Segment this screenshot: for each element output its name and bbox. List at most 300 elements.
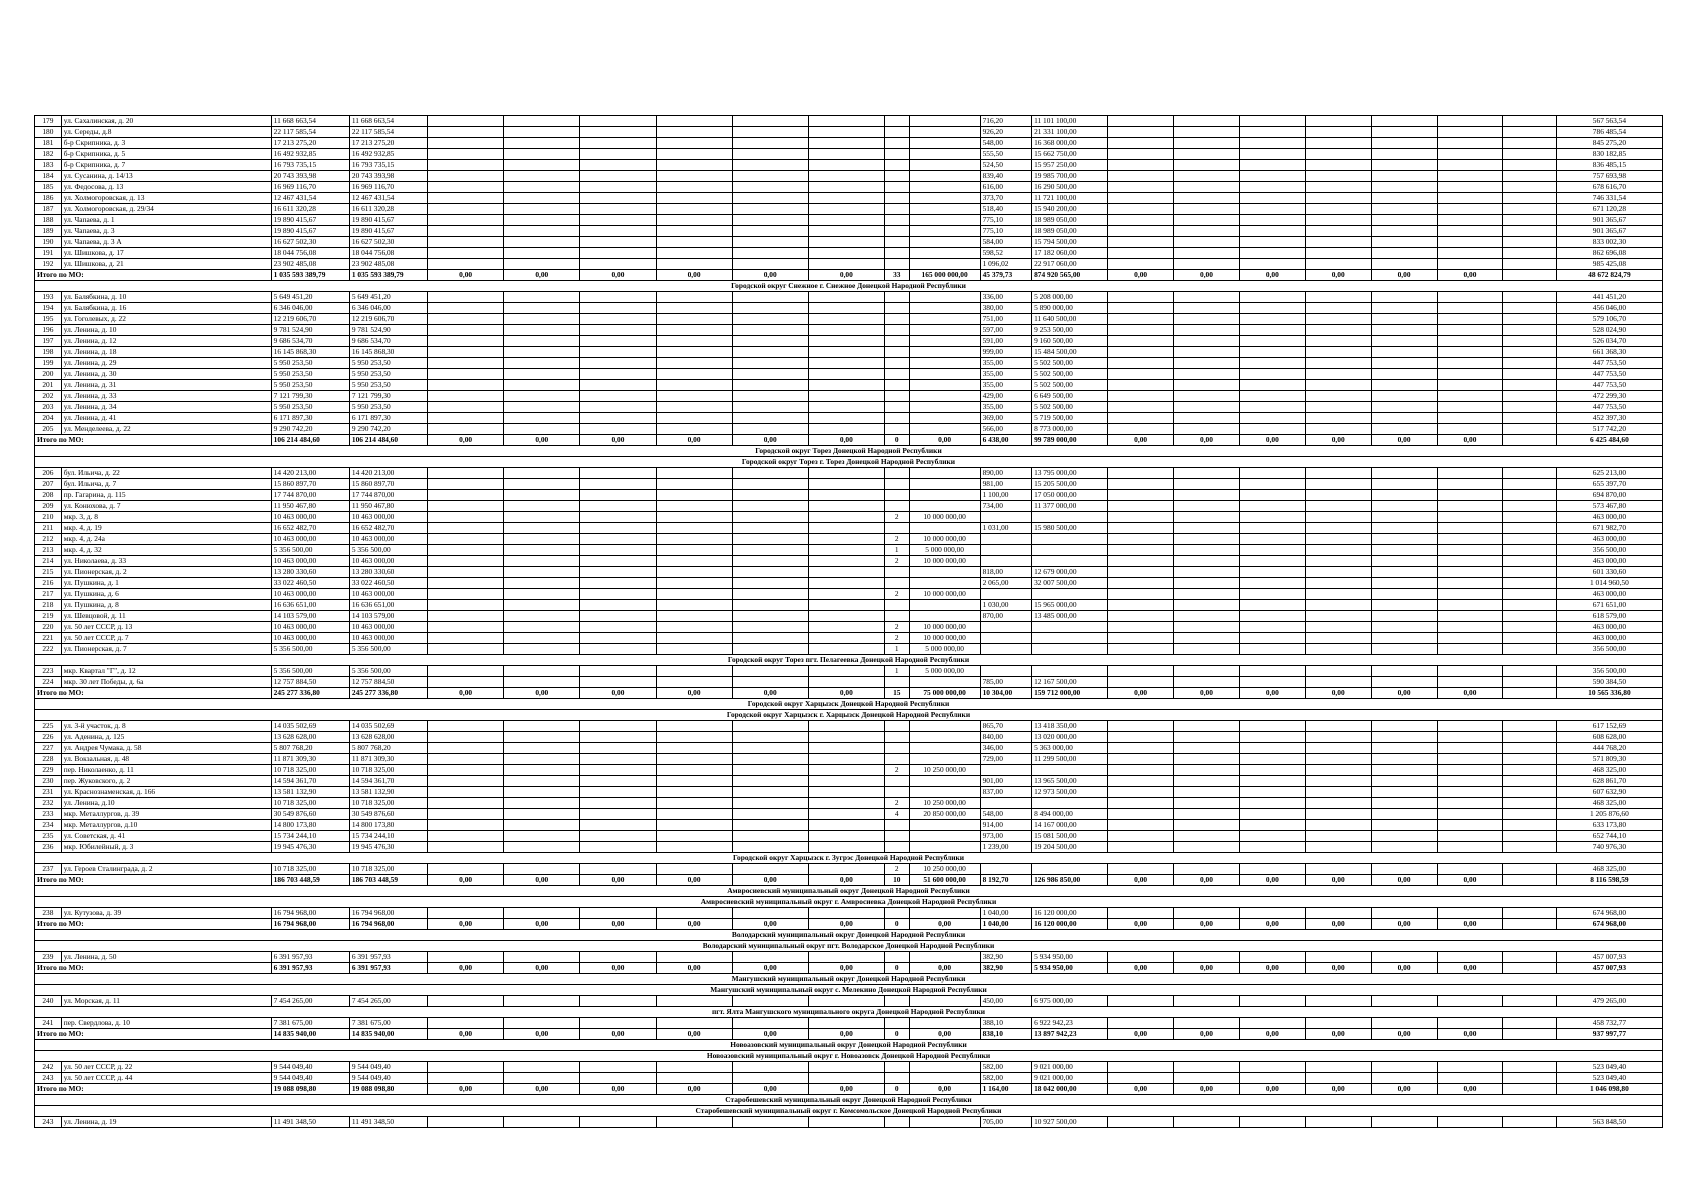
empty-cell	[1305, 314, 1371, 325]
empty-cell	[1108, 380, 1174, 391]
empty-cell	[504, 996, 580, 1007]
empty-cell	[1503, 127, 1557, 138]
empty-cell	[1239, 831, 1305, 842]
empty-cell	[1503, 809, 1557, 820]
qty-cell	[884, 1062, 909, 1073]
cost-cell: 7 454 265,00	[271, 996, 349, 1007]
empty-cell	[656, 611, 732, 622]
rest-cell: 674 968,00	[1556, 908, 1662, 919]
fund-cell: 22 117 585,54	[349, 127, 427, 138]
fund-cell: 10 463 000,00	[349, 556, 427, 567]
empty-cell	[1305, 303, 1371, 314]
empty-cell	[580, 138, 656, 149]
empty-cell	[1503, 919, 1557, 930]
empty-cell	[1239, 303, 1305, 314]
empty-cell	[1239, 314, 1305, 325]
empty-cell	[1437, 226, 1503, 237]
cost-cell: 19 890 415,67	[271, 215, 349, 226]
fund-cell: 6 391 957,93	[349, 952, 427, 963]
total-cost-cell: 186 703 448,59	[271, 875, 349, 886]
empty-cell	[1371, 204, 1437, 215]
empty-cell	[1503, 798, 1557, 809]
empty-cell	[732, 776, 808, 787]
empty-cell	[428, 380, 504, 391]
row-number: 203	[35, 402, 62, 413]
total-zero-cell: 0,00	[1239, 435, 1305, 446]
area-cell: 1 030,00	[980, 600, 1031, 611]
address-cell: мкр. Квартал "Г", д. 12	[61, 666, 271, 677]
total-rest-cell: 10 565 336,80	[1556, 688, 1662, 699]
empty-cell	[428, 666, 504, 677]
total-cost-cell: 14 835 940,00	[271, 1029, 349, 1040]
section-header-row	[35, 1051, 1663, 1062]
section-header-row	[35, 1106, 1663, 1117]
empty-cell	[428, 424, 504, 435]
row-number: 188	[35, 215, 62, 226]
empty-cell	[1239, 248, 1305, 259]
empty-cell	[1437, 204, 1503, 215]
roof-cost-cell: 13 795 000,00	[1032, 468, 1108, 479]
empty-cell	[1108, 600, 1174, 611]
empty-cell	[1239, 666, 1305, 677]
empty-cell	[1371, 578, 1437, 589]
empty-cell	[504, 204, 580, 215]
total-zero-cell: 0,00	[1239, 963, 1305, 974]
rest-cell: 444 768,20	[1556, 743, 1662, 754]
rest-cell: 661 368,30	[1556, 347, 1662, 358]
empty-cell	[1174, 677, 1240, 688]
empty-cell	[1437, 116, 1503, 127]
table-row	[35, 402, 1663, 413]
total-zero-cell: 0,00	[428, 1084, 504, 1095]
address-cell: ул. Балябкина, д. 16	[61, 303, 271, 314]
empty-cell	[1371, 413, 1437, 424]
empty-cell	[1371, 347, 1437, 358]
empty-cell	[1305, 996, 1371, 1007]
total-roof-cost-cell: 99 789 000,00	[1032, 435, 1108, 446]
address-cell: ул. Ленина, д. 29	[61, 358, 271, 369]
area-cell	[980, 589, 1031, 600]
qty-cell	[884, 303, 909, 314]
area-cell: 582,00	[980, 1073, 1031, 1084]
row-number: 220	[35, 622, 62, 633]
empty-cell	[808, 578, 884, 589]
empty-cell	[1371, 677, 1437, 688]
row-number: 236	[35, 842, 62, 853]
address-cell: ул. Балябкина, д. 10	[61, 292, 271, 303]
total-label: Итого по МО:	[35, 1084, 272, 1095]
fund-cell: 9 686 534,70	[349, 336, 427, 347]
table-body	[35, 116, 1663, 1128]
empty-cell	[428, 149, 504, 160]
sum-cell: 10 000 000,00	[909, 556, 980, 567]
empty-cell	[580, 908, 656, 919]
empty-cell	[1503, 578, 1557, 589]
roof-cost-cell: 17 182 060,00	[1032, 248, 1108, 259]
empty-cell	[808, 611, 884, 622]
empty-cell	[1174, 380, 1240, 391]
table-row	[35, 644, 1663, 655]
empty-cell	[1503, 270, 1557, 281]
empty-cell	[1108, 611, 1174, 622]
section-header-row	[35, 1007, 1663, 1018]
address-cell: мкр. 3, д. 8	[61, 512, 271, 523]
empty-cell	[1108, 468, 1174, 479]
sum-cell	[909, 776, 980, 787]
total-zero-cell: 0,00	[1108, 875, 1174, 886]
empty-cell	[1371, 545, 1437, 556]
area-cell: 775,10	[980, 215, 1031, 226]
row-number: 222	[35, 644, 62, 655]
qty-cell	[884, 820, 909, 831]
empty-cell	[732, 204, 808, 215]
empty-cell	[1239, 996, 1305, 1007]
area-cell	[980, 545, 1031, 556]
empty-cell	[1305, 831, 1371, 842]
row-number: 212	[35, 534, 62, 545]
empty-cell	[580, 501, 656, 512]
empty-cell	[1437, 754, 1503, 765]
empty-cell	[732, 611, 808, 622]
area-cell	[980, 512, 1031, 523]
area-cell: 388,10	[980, 1018, 1031, 1029]
qty-cell	[884, 380, 909, 391]
roof-cost-cell: 17 050 000,00	[1032, 490, 1108, 501]
row-number: 237	[35, 864, 62, 875]
empty-cell	[732, 666, 808, 677]
empty-cell	[580, 468, 656, 479]
sum-cell: 10 000 000,00	[909, 622, 980, 633]
row-number: 239	[35, 952, 62, 963]
empty-cell	[1371, 501, 1437, 512]
empty-cell	[808, 622, 884, 633]
empty-cell	[428, 952, 504, 963]
empty-cell	[1174, 842, 1240, 853]
total-fund-cell: 245 277 336,80	[349, 688, 427, 699]
total-label: Итого по МО:	[35, 919, 272, 930]
empty-cell	[656, 501, 732, 512]
rest-cell: 479 265,00	[1556, 996, 1662, 1007]
section-header-row	[35, 1040, 1663, 1051]
fund-cell: 9 290 742,20	[349, 424, 427, 435]
total-zero-cell: 0,00	[1437, 919, 1503, 930]
area-cell	[980, 622, 1031, 633]
empty-cell	[580, 545, 656, 556]
empty-cell	[1174, 666, 1240, 677]
cost-cell: 5 950 253,50	[271, 402, 349, 413]
fund-cell: 12 757 884,50	[349, 677, 427, 688]
empty-cell	[732, 490, 808, 501]
empty-cell	[1174, 754, 1240, 765]
empty-cell	[580, 787, 656, 798]
rest-cell: 463 000,00	[1556, 633, 1662, 644]
total-zero-cell: 0,00	[1305, 919, 1371, 930]
roof-cost-cell: 11 377 000,00	[1032, 501, 1108, 512]
empty-cell	[504, 776, 580, 787]
empty-cell	[1503, 292, 1557, 303]
total-zero-cell: 0,00	[1108, 919, 1174, 930]
empty-cell	[580, 732, 656, 743]
area-cell: 355,00	[980, 380, 1031, 391]
area-cell: 355,00	[980, 358, 1031, 369]
empty-cell	[1437, 127, 1503, 138]
empty-cell	[1239, 358, 1305, 369]
empty-cell	[1174, 160, 1240, 171]
empty-cell	[1503, 776, 1557, 787]
empty-cell	[504, 842, 580, 853]
qty-cell: 1	[884, 666, 909, 677]
area-cell: 582,00	[980, 1062, 1031, 1073]
roof-cost-cell: 9 021 000,00	[1032, 1073, 1108, 1084]
sum-cell: 5 000 000,00	[909, 545, 980, 556]
empty-cell	[656, 1073, 732, 1084]
total-label: Итого по МО:	[35, 1029, 272, 1040]
empty-cell	[1503, 226, 1557, 237]
empty-cell	[580, 666, 656, 677]
fund-cell: 19 890 415,67	[349, 215, 427, 226]
empty-cell	[428, 292, 504, 303]
total-label: Итого по МО:	[35, 963, 272, 974]
empty-cell	[1371, 512, 1437, 523]
address-cell: ул. 50 лет СССР, д. 44	[61, 1073, 271, 1084]
empty-cell	[1239, 204, 1305, 215]
empty-cell	[1108, 721, 1174, 732]
empty-cell	[1108, 732, 1174, 743]
empty-cell	[1503, 303, 1557, 314]
empty-cell	[1437, 1073, 1503, 1084]
empty-cell	[504, 578, 580, 589]
empty-cell	[504, 534, 580, 545]
empty-cell	[1239, 490, 1305, 501]
table-row	[35, 864, 1663, 875]
cost-cell: 10 718 325,00	[271, 765, 349, 776]
empty-cell	[1437, 149, 1503, 160]
fund-cell: 14 800 173,80	[349, 820, 427, 831]
empty-cell	[1503, 743, 1557, 754]
qty-cell	[884, 116, 909, 127]
cost-cell: 16 611 320,28	[271, 204, 349, 215]
address-cell: ул. Вокзальная, д. 48	[61, 754, 271, 765]
empty-cell	[1503, 413, 1557, 424]
empty-cell	[1174, 622, 1240, 633]
roof-cost-cell: 11 640 500,00	[1032, 314, 1108, 325]
rest-cell: 458 732,77	[1556, 1018, 1662, 1029]
cost-cell: 10 718 325,00	[271, 864, 349, 875]
address-cell: ул. 50 лет СССР, д. 22	[61, 1062, 271, 1073]
empty-cell	[1437, 237, 1503, 248]
row-number: 233	[35, 809, 62, 820]
empty-cell	[1108, 820, 1174, 831]
qty-cell	[884, 204, 909, 215]
empty-cell	[1503, 380, 1557, 391]
empty-cell	[1437, 479, 1503, 490]
total-zero-cell: 0,00	[580, 1084, 656, 1095]
area-cell: 598,52	[980, 248, 1031, 259]
empty-cell	[1239, 292, 1305, 303]
roof-cost-cell: 15 081 500,00	[1032, 831, 1108, 842]
empty-cell	[656, 754, 732, 765]
empty-cell	[580, 776, 656, 787]
empty-cell	[1174, 1073, 1240, 1084]
cost-cell: 13 581 132,90	[271, 787, 349, 798]
empty-cell	[504, 402, 580, 413]
empty-cell	[1239, 809, 1305, 820]
empty-cell	[1503, 149, 1557, 160]
empty-cell	[1174, 721, 1240, 732]
rest-cell: 579 106,70	[1556, 314, 1662, 325]
empty-cell	[1371, 402, 1437, 413]
fund-cell: 5 950 253,50	[349, 358, 427, 369]
empty-cell	[808, 424, 884, 435]
empty-cell	[580, 248, 656, 259]
empty-cell	[1108, 578, 1174, 589]
cost-cell: 14 103 579,00	[271, 611, 349, 622]
empty-cell	[1239, 765, 1305, 776]
table-row	[35, 424, 1663, 435]
empty-cell	[580, 1062, 656, 1073]
area-cell	[980, 644, 1031, 655]
empty-cell	[656, 160, 732, 171]
empty-cell	[504, 149, 580, 160]
fund-cell: 16 627 502,30	[349, 237, 427, 248]
cost-cell: 5 649 451,20	[271, 292, 349, 303]
empty-cell	[808, 831, 884, 842]
cost-cell: 18 044 756,08	[271, 248, 349, 259]
fund-cell: 14 103 579,00	[349, 611, 427, 622]
empty-cell	[656, 743, 732, 754]
empty-cell	[1239, 127, 1305, 138]
address-cell: ул. Морская, д. 11	[61, 996, 271, 1007]
empty-cell	[1371, 996, 1437, 1007]
empty-cell	[1174, 413, 1240, 424]
row-number: 205	[35, 424, 62, 435]
empty-cell	[1108, 193, 1174, 204]
empty-cell	[1305, 864, 1371, 875]
cost-cell: 14 800 173,80	[271, 820, 349, 831]
row-number: 185	[35, 182, 62, 193]
empty-cell	[1239, 743, 1305, 754]
empty-cell	[732, 809, 808, 820]
empty-cell	[1371, 523, 1437, 534]
empty-cell	[808, 732, 884, 743]
empty-cell	[1371, 534, 1437, 545]
row-number: 227	[35, 743, 62, 754]
cost-cell: 9 544 049,40	[271, 1062, 349, 1073]
total-zero-cell: 0,00	[732, 270, 808, 281]
roof-cost-cell: 13 418 350,00	[1032, 721, 1108, 732]
table-row	[35, 798, 1663, 809]
empty-cell	[504, 512, 580, 523]
roof-cost-cell: 14 167 000,00	[1032, 820, 1108, 831]
section-title: Городской округ Торез Донецкой Народной Республики	[35, 446, 1663, 457]
total-zero-cell: 0,00	[1174, 270, 1240, 281]
table-row	[35, 666, 1663, 677]
empty-cell	[580, 820, 656, 831]
rest-cell: 678 616,70	[1556, 182, 1662, 193]
table-row	[35, 743, 1663, 754]
table-row	[35, 149, 1663, 160]
empty-cell	[808, 666, 884, 677]
cost-cell: 23 902 485,08	[271, 259, 349, 270]
empty-cell	[1437, 325, 1503, 336]
empty-cell	[1503, 325, 1557, 336]
total-zero-cell: 0,00	[656, 270, 732, 281]
empty-cell	[428, 633, 504, 644]
row-number: 221	[35, 633, 62, 644]
empty-cell	[428, 116, 504, 127]
empty-cell	[428, 589, 504, 600]
total-rest-cell: 457 007,93	[1556, 963, 1662, 974]
total-zero-cell: 0,00	[808, 875, 884, 886]
fund-cell: 23 902 485,08	[349, 259, 427, 270]
empty-cell	[656, 237, 732, 248]
rest-cell: 836 485,15	[1556, 160, 1662, 171]
address-cell: мкр. 4, д. 24а	[61, 534, 271, 545]
area-cell: 890,00	[980, 468, 1031, 479]
empty-cell	[732, 479, 808, 490]
address-cell: ул. Шишкова, д. 21	[61, 259, 271, 270]
empty-cell	[1239, 413, 1305, 424]
empty-cell	[1174, 611, 1240, 622]
empty-cell	[504, 116, 580, 127]
empty-cell	[504, 248, 580, 259]
empty-cell	[1371, 820, 1437, 831]
sum-cell	[909, 732, 980, 743]
cost-cell: 17 744 870,00	[271, 490, 349, 501]
empty-cell	[1371, 127, 1437, 138]
empty-cell	[580, 413, 656, 424]
total-zero-cell: 0,00	[656, 1029, 732, 1040]
section-title: Новоазовский муниципальный округ Донецкой Народной Республики	[35, 1040, 1663, 1051]
total-row	[35, 963, 1663, 974]
section-header-row	[35, 1095, 1663, 1106]
empty-cell	[656, 765, 732, 776]
empty-cell	[1371, 600, 1437, 611]
address-cell: ул. Ленина, д. 12	[61, 336, 271, 347]
empty-cell	[1174, 490, 1240, 501]
address-cell: мкр. Металлургов, д. 39	[61, 809, 271, 820]
empty-cell	[504, 314, 580, 325]
empty-cell	[1371, 952, 1437, 963]
rest-cell: 468 325,00	[1556, 798, 1662, 809]
qty-cell	[884, 292, 909, 303]
empty-cell	[656, 908, 732, 919]
empty-cell	[1239, 523, 1305, 534]
empty-cell	[1305, 226, 1371, 237]
empty-cell	[1437, 831, 1503, 842]
table-row	[35, 391, 1663, 402]
cost-cell: 16 652 482,70	[271, 523, 349, 534]
table-row	[35, 226, 1663, 237]
total-fund-cell: 1 035 593 389,79	[349, 270, 427, 281]
qty-cell	[884, 347, 909, 358]
empty-cell	[1503, 336, 1557, 347]
empty-cell	[808, 380, 884, 391]
empty-cell	[1174, 578, 1240, 589]
empty-cell	[580, 292, 656, 303]
area-cell: 584,00	[980, 237, 1031, 248]
address-cell: ул. Аденина, д. 125	[61, 732, 271, 743]
empty-cell	[504, 567, 580, 578]
empty-cell	[1437, 369, 1503, 380]
cost-cell: 15 860 897,70	[271, 479, 349, 490]
row-number: 234	[35, 820, 62, 831]
section-title: Городской округ Торез г. Торез Донецкой Народной Республики	[35, 457, 1663, 468]
empty-cell	[428, 809, 504, 820]
empty-cell	[1437, 424, 1503, 435]
area-cell: 785,00	[980, 677, 1031, 688]
address-cell: бул. Ильича, д. 22	[61, 468, 271, 479]
